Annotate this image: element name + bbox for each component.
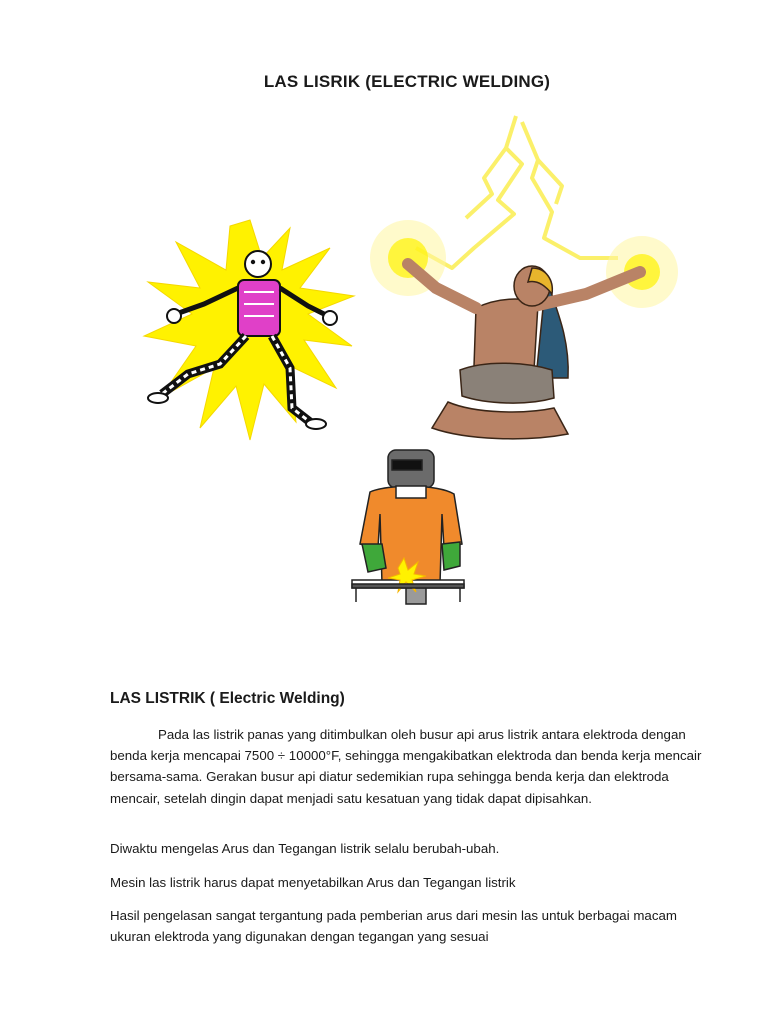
welder-illustration [348, 444, 468, 610]
section-heading: LAS LISTRIK ( Electric Welding) [110, 690, 345, 707]
paragraph-text: Pada las listrik panas yang ditimbulkan oleh busur api arus listrik antara elektroda dengan benda kerja mencapai 7500 ÷ 10000°F, sehingga mengakibatkan elektroda dan benda kerja mencair bersama-sama. Gerakan busur api diatur sedemikian rupa sehingga benda kerja dan elektroda mencair, setelah dingin dapat menjadi satu kesatuan yang tidak dapat dipisahkan. [110, 727, 702, 806]
lightning-bolts [416, 116, 618, 268]
body-paragraph: Hasil pengelasan sangat tergantung pada pemberian arus dari mesin las untuk berbagai macam ukuran elektroda yang digunakan dengan tegangan yang sesuai [110, 908, 677, 945]
human-figure [408, 264, 640, 439]
lightning-struck-figure-illustration [356, 108, 680, 448]
body-paragraph [110, 724, 710, 809]
electrocuted-skeleton-illustration [140, 218, 360, 446]
body-paragraph: Diwaktu mengelas Arus dan Tegangan listrik selalu berubah-ubah. [110, 841, 500, 856]
document-title: LAS LISRIK (ELECTRIC WELDING) [263, 72, 551, 91]
body-paragraph: Mesin las listrik harus dapat menyetabilkan Arus dan Tegangan listrik [110, 875, 516, 890]
